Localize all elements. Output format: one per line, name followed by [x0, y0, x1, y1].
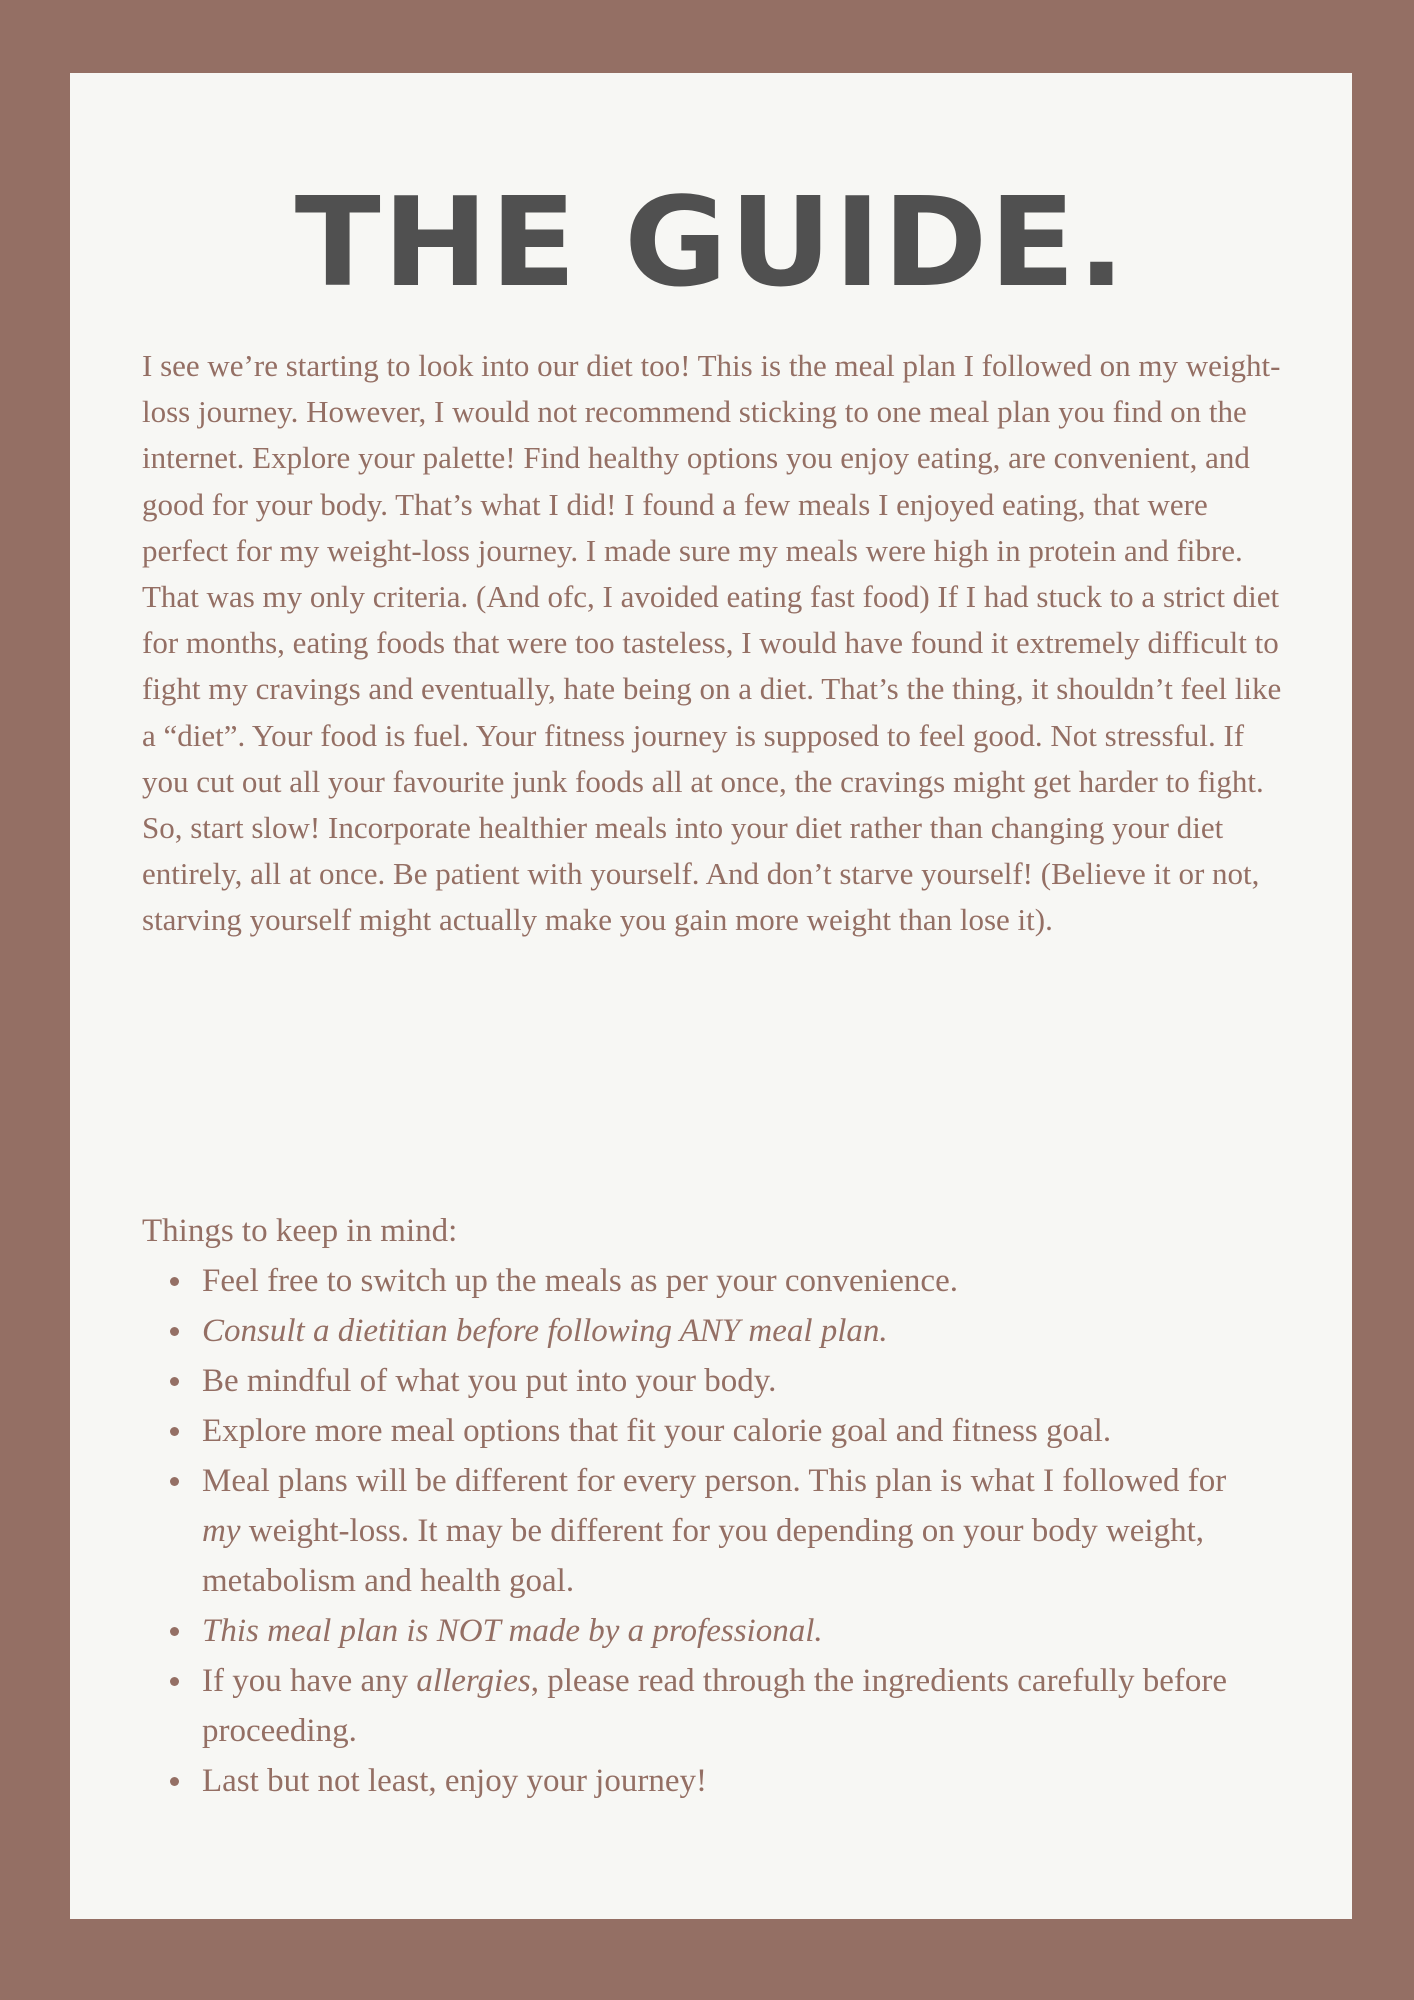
bullet-icon [170, 1777, 179, 1786]
tip-text-emphasis: allergies [416, 1663, 531, 1699]
bullet-icon [170, 1277, 179, 1286]
tip-item-not-professional [142, 1606, 1272, 1656]
tip-item-explore-options [142, 1406, 1272, 1456]
tip-item-allergies [142, 1656, 1272, 1756]
tip-text-end: , please read through the ingredients carefully before proceeding. [202, 1663, 1228, 1749]
tip-text: Last but not least, enjoy your journey! [202, 1763, 707, 1799]
tip-text-emphasis: my [202, 1513, 241, 1549]
bullet-icon [170, 1427, 179, 1436]
tip-text: This meal plan is NOT made by a professional. [202, 1613, 823, 1649]
tip-text-start: Meal plans will be different for every person. This plan is what I followed for [202, 1463, 1227, 1499]
tips-list [142, 1256, 1272, 1806]
tip-text-end: weight-loss. It may be different for you depending on your body weight, metabolism and health goal. [202, 1513, 1205, 1599]
things-to-keep-in-mind-heading: Things to keep in mind: [142, 1213, 458, 1249]
bullet-icon [170, 1377, 179, 1386]
tip-item-different-plans [142, 1456, 1272, 1606]
tip-item-consult-dietitian [142, 1306, 1272, 1356]
bullet-icon [170, 1677, 179, 1686]
tip-text: Consult a dietitian before following ANY meal plan. [202, 1313, 888, 1349]
tip-item-be-mindful [142, 1356, 1272, 1406]
guide-card [70, 73, 1352, 1919]
tip-text-start: If you have any [202, 1663, 417, 1699]
intro-paragraph: I see we’re starting to look into our diet too! This is the meal plan I followed on my weight-loss journey. However, I would not recommend sticking to one meal plan you find on the internet. Explore your palette! Find healthy options you enjoy eating, are convenient, and good for your body. That’s what I did! I found a few meals I enjoyed eating, that were perfect for my weight-loss journey. I made sure my meals were high in protein and fibre. That was my only criteria. (And ofc, I avoided eating fast food) If I had stuck to a strict diet for months, eating foods that were too tasteless, I would have found it extremely difficult to fight my cravings and eventually, hate being on a diet. That’s the thing, it shouldn’t feel like a “diet”. Your food is fuel. Your fitness journey is supposed to feel good. Not stressful. If you cut out all your favourite junk foods all at once, the cravings might get harder to fight. So, start slow! Incorporate healthier meals into your diet rather than changing your diet entirely, all at once. Be patient with yourself. And don’t starve yourself! (Believe it or not, starving yourself might actually make you gain more weight than lose it). [142, 348, 1282, 938]
bullet-icon [170, 1627, 179, 1636]
tip-item-switch-meals [142, 1256, 1272, 1306]
tip-text: Feel free to switch up the meals as per your convenience. [202, 1263, 958, 1299]
tip-text: Explore more meal options that fit your calorie goal and fitness goal. [202, 1413, 1112, 1449]
bullet-icon [170, 1477, 179, 1486]
tip-item-enjoy-journey [142, 1756, 1272, 1806]
page-title: THE GUIDE. [294, 170, 1128, 315]
tip-text: Be mindful of what you put into your body. [202, 1363, 777, 1399]
bullet-icon [170, 1327, 179, 1336]
